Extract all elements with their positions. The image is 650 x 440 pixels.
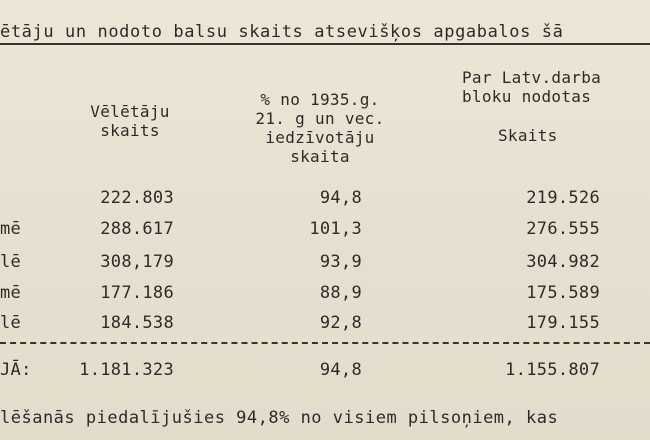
cell-percent: 88,9 — [319, 283, 362, 303]
column-header-line: % no 1935.g. — [260, 90, 380, 109]
column-header-line: skaits — [100, 121, 160, 140]
total-percent: 94,8 — [319, 360, 362, 380]
cell-votes: 179.155 — [526, 313, 600, 333]
column-header-line: Vēlētāju — [90, 102, 170, 121]
total-divider — [0, 342, 650, 344]
cell-voters: 308,179 — [100, 252, 174, 272]
footer-text: lēšanās piedalījušies 94,8% no visiem pilsoņiem, kas — [0, 408, 559, 428]
cell-voters: 222.803 — [100, 188, 174, 208]
cell-votes: 304.982 — [526, 252, 600, 272]
column-header-percent — [230, 90, 410, 166]
cell-votes: 219.526 — [526, 188, 600, 208]
cell-voters: 177.186 — [100, 283, 174, 303]
total-votes: 1.155.807 — [505, 360, 600, 380]
total-label: JĀ: — [0, 360, 32, 380]
row-label: lē — [0, 313, 22, 333]
column-header-line: skaita — [290, 147, 350, 166]
cell-percent: 101,3 — [309, 219, 362, 239]
cell-votes: 175.589 — [526, 283, 600, 303]
column-header-bloc-votes — [462, 68, 650, 145]
cell-voters: 184.538 — [100, 313, 174, 333]
cell-votes: 276.555 — [526, 219, 600, 239]
column-header-line: iedzīvotāju — [265, 128, 375, 147]
column-header-voters — [60, 102, 200, 140]
row-label: mē — [0, 283, 22, 303]
row-label: mē — [0, 219, 22, 239]
cell-percent: 93,9 — [319, 252, 362, 272]
table-heading: ētāju un nodoto balsu skaits atsevišķos apgabalos šā — [0, 22, 564, 42]
row-label: lē — [0, 252, 22, 272]
heading-underline — [0, 43, 650, 45]
column-header-line: Skaits — [498, 126, 558, 145]
column-header-line: 21. g un vec. — [255, 109, 385, 128]
cell-voters: 288.617 — [100, 219, 174, 239]
total-voters: 1.181.323 — [79, 360, 174, 380]
column-header-line: bloku nodotas — [462, 87, 592, 106]
column-header-line: Par Latv.darba — [462, 68, 602, 87]
cell-percent: 94,8 — [319, 188, 362, 208]
cell-percent: 92,8 — [319, 313, 362, 333]
